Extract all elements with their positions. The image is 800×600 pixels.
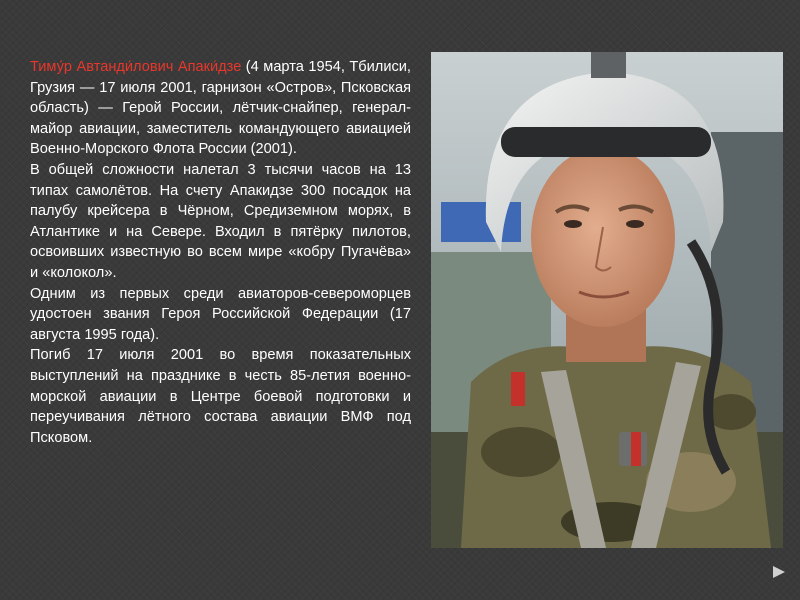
intro-paragraph (30, 57, 411, 160)
triangle-arrow-icon[interactable] (772, 565, 786, 579)
biography-text (30, 57, 411, 448)
death-paragraph: Погиб 17 июля 2001 во время показательных выступлений на празднике в честь 85-летия военно-морской авиации в Центре боевой подготовки и переучивания лётного состава авиации ВМФ под Псковом. (30, 347, 411, 446)
award-paragraph: Одним из первых среди авиаторов-североморцев удостоен звания Героя Российской Федерации (17 августа 1995 года). (30, 285, 411, 343)
career-paragraph: В общей сложности налетал 3 тысячи часов на 13 типах самолётов. На счету Апакидзе 300 посадок на палубу крейсера в Чёрном, Средиземном морях, в Атлантике и на Севере. Входил в пятёрку пилотов, освоивших известную во всем мире «кобру Пугачёва» и «колокол». (30, 161, 411, 281)
intro-text: (4 марта 1954, Тбилиси, Грузия — 17 июля 2001, гарнизон «Остров», Псковская область) — Герой России, лётчик-снайпер, генерал-майор авиации, заместитель командующего авиацией Военно-Морского Флота России (2001). (30, 59, 411, 158)
person-name: Тиму́р Автанди́лович Апаки́дзе (30, 59, 242, 75)
pilot-photo (431, 52, 783, 548)
